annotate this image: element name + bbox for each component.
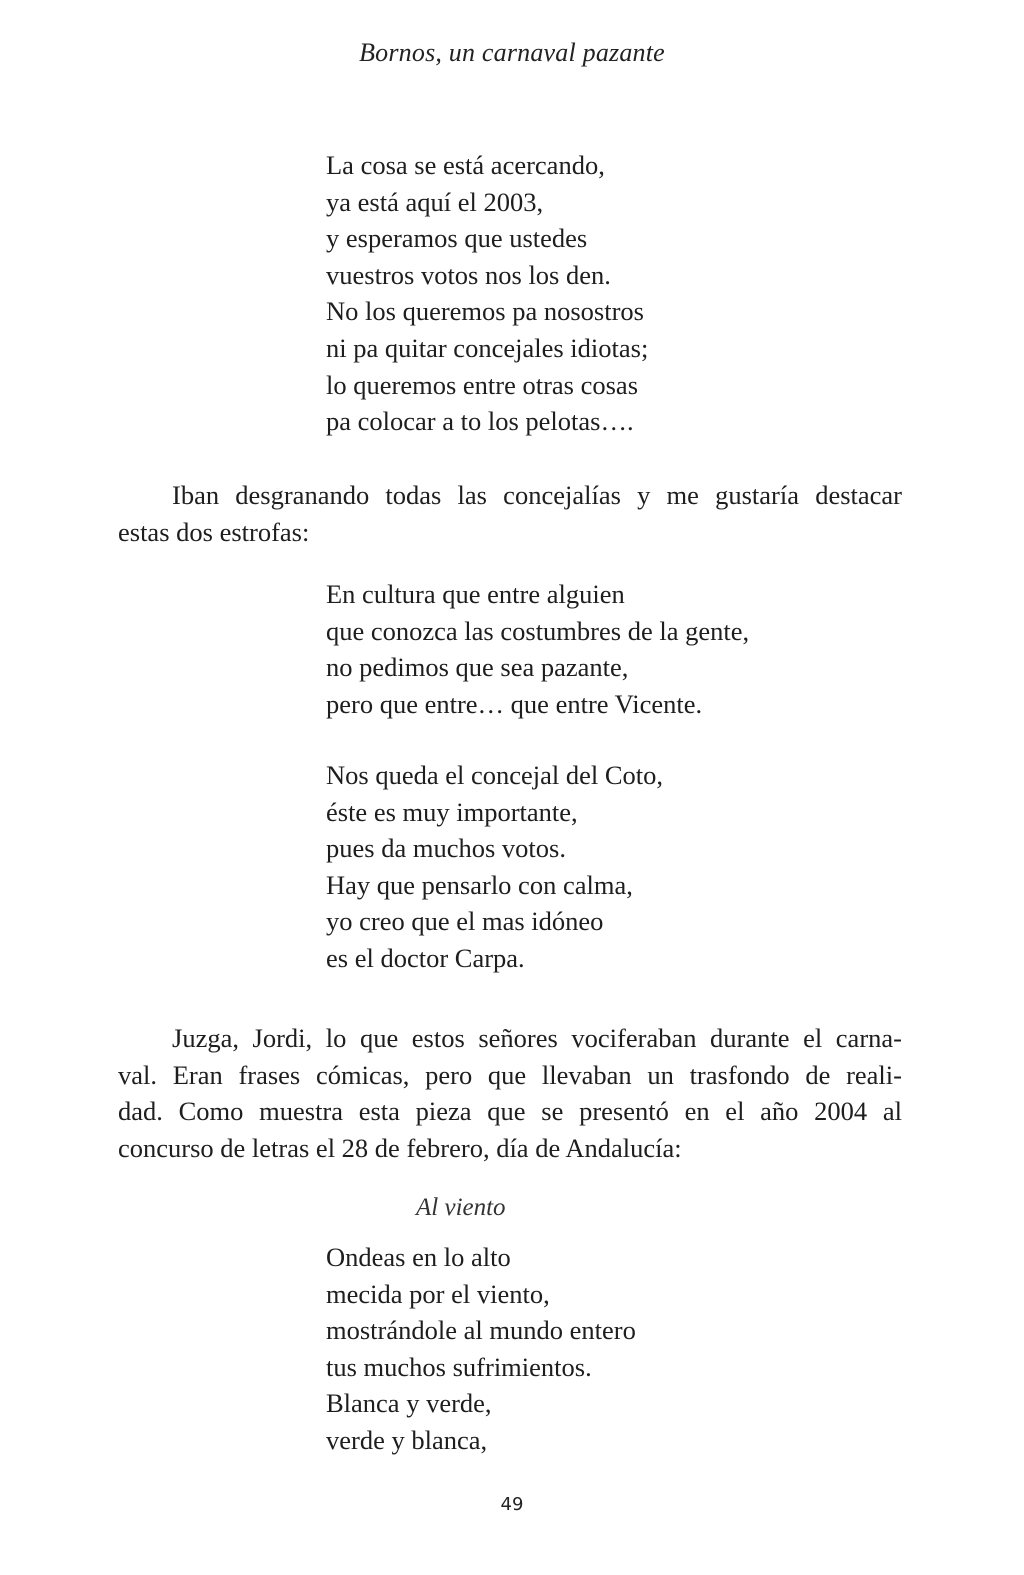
paragraph-1 [118,477,902,550]
stanza-1 [326,147,648,440]
verse-line: Ondeas en lo alto [326,1242,511,1272]
paragraph-line: Juzga, Jordi, lo que estos señores vociferaban durante el carna- [172,1023,902,1053]
paragraph-line: val. Eran frases cómicas, pero que llevaban un trasfondo de reali- [118,1059,902,1090]
verse-line: pero que entre… que entre Vicente. [326,688,703,719]
paragraph-2 [118,1020,902,1166]
verse-line: pues da muchos votos. [326,833,566,864]
verse-line: Nos queda el concejal del Coto, [326,760,664,790]
verse-line: Hay que pensarlo con calma, [326,869,633,900]
verse-line: tus muchos sufrimientos. [326,1351,592,1382]
verse-line: vuestros votos nos los den. [326,259,611,290]
poem-body [326,1239,636,1459]
verse-line: no pedimos que sea pazante, [326,652,629,683]
verse-line: que conozca las costumbres de la gente, [326,615,750,646]
verse-line: mecida por el viento, [326,1278,550,1309]
stanza-2 [326,576,749,722]
verse-line: ya está aquí el 2003, [326,186,544,217]
verse-line: No los queremos pa nosostros [326,296,644,327]
verse-line: mostrándole al mundo entero [326,1315,636,1346]
verse-line: Blanca y verde, [326,1388,492,1419]
poem-title: Al viento [416,1194,506,1221]
paragraph-line: Iban desgranando todas las concejalías y me gustaría destacar [172,480,902,510]
verse-line: ni pa quitar concejales idiotas; [326,332,649,363]
page-number: 49 [500,1494,524,1515]
verse-line: lo queremos entre otras cosas [326,369,639,400]
verse-line: yo creo que el mas idóneo [326,906,604,937]
paragraph-line: estas dos estrofas: [118,516,310,547]
verse-line: La cosa se está acercando, [326,150,605,180]
paragraph-line: dad. Como muestra esta pieza que se presentó en el año 2004 al [118,1096,902,1127]
verse-line: éste es muy importante, [326,796,578,827]
paragraph-line: concurso de letras el 28 de febrero, día de Andalucía: [118,1132,682,1163]
verse-line: y esperamos que ustedes [326,223,588,254]
verse-line: pa colocar a to los pelotas…. [326,406,634,437]
verse-line: En cultura que entre alguien [326,579,625,609]
verse-line: verde y blanca, [326,1424,488,1455]
stanza-3 [326,757,663,977]
running-header: Bornos, un carnaval pazante [359,38,665,67]
verse-line: es el doctor Carpa. [326,942,525,973]
